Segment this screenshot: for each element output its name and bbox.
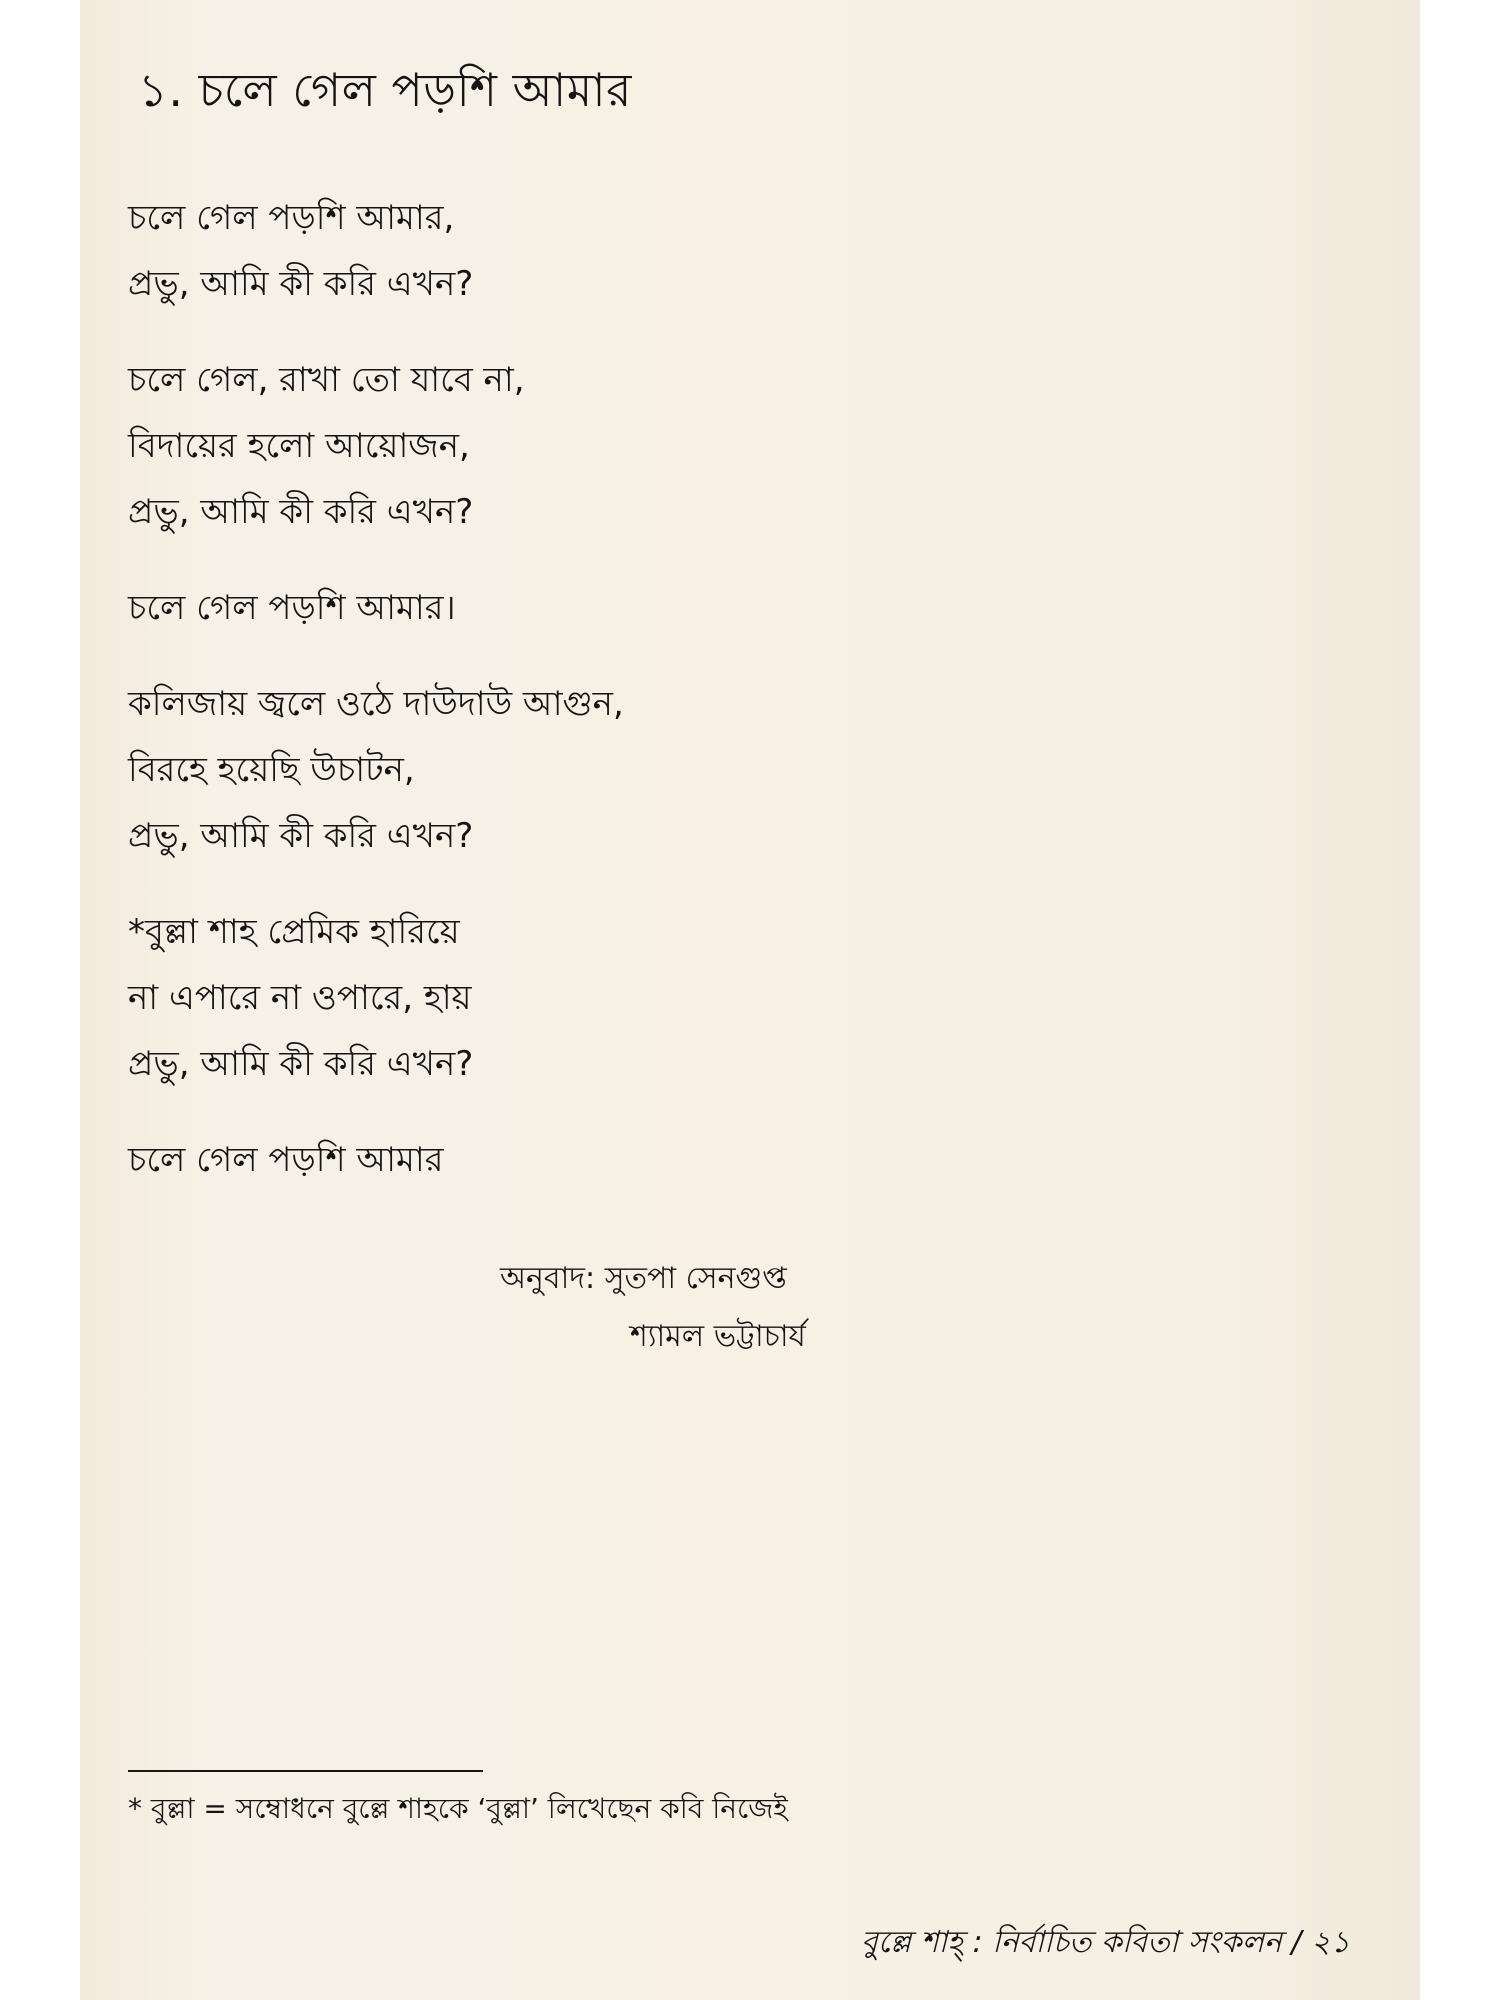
book-page xyxy=(80,0,1420,2000)
poem-line: বিদায়ের হলো আয়োজন, xyxy=(128,426,470,466)
stanza-5 xyxy=(128,899,1028,1097)
poem-line: না এপারে না ওপারে, হায় xyxy=(128,978,472,1018)
poem-line: চলে গেল পড়শি আমার xyxy=(128,1140,444,1180)
footnote: * বুল্লা = সম্বোধনে বুল্লে শাহকে ‘বুল্লা’ লিখেছেন কবি নিজেই xyxy=(128,1792,788,1825)
stanza-1 xyxy=(128,185,1028,317)
stanza-6 xyxy=(128,1127,1028,1193)
translator-line: শ্যামল ভট্টাচার্য xyxy=(630,1319,806,1354)
poem-line: *বুল্লা শাহ প্রেমিক হারিয়ে xyxy=(128,912,460,952)
poem-line: চলে গেল পড়শি আমার, xyxy=(128,198,455,238)
poem-line: প্রভু, আমি কী করি এখন? xyxy=(128,1044,474,1084)
stanza-3 xyxy=(128,575,1028,641)
poem-line: বিরহে হয়েছি উচাটন, xyxy=(128,750,415,790)
poem-title: ১. চলে গেল পড়শি আমার xyxy=(138,63,632,117)
poem-body xyxy=(128,185,1028,1223)
translator-line: অনুবাদ: সুতপা সেনগুপ্ত xyxy=(500,1261,787,1296)
translator-credits xyxy=(500,1250,940,1366)
footnote-divider xyxy=(128,1770,483,1772)
poem-line: প্রভু, আমি কী করি এখন? xyxy=(128,816,474,856)
stanza-2 xyxy=(128,347,1028,545)
poem-line: প্রভু, আমি কী করি এখন? xyxy=(128,264,474,304)
poem-line: চলে গেল, রাখা তো যাবে না, xyxy=(128,360,525,400)
poem-line: কলিজায় জ্বলে ওঠে দাউদাউ আগুন, xyxy=(128,684,624,724)
running-footer: বুল্লে শাহ্ : নির্বাচিত কবিতা সংকলন / ২১ xyxy=(861,1925,1350,1960)
poem-line: চলে গেল পড়শি আমার। xyxy=(128,588,456,628)
poem-line: প্রভু, আমি কী করি এখন? xyxy=(128,492,474,532)
stanza-4 xyxy=(128,671,1028,869)
